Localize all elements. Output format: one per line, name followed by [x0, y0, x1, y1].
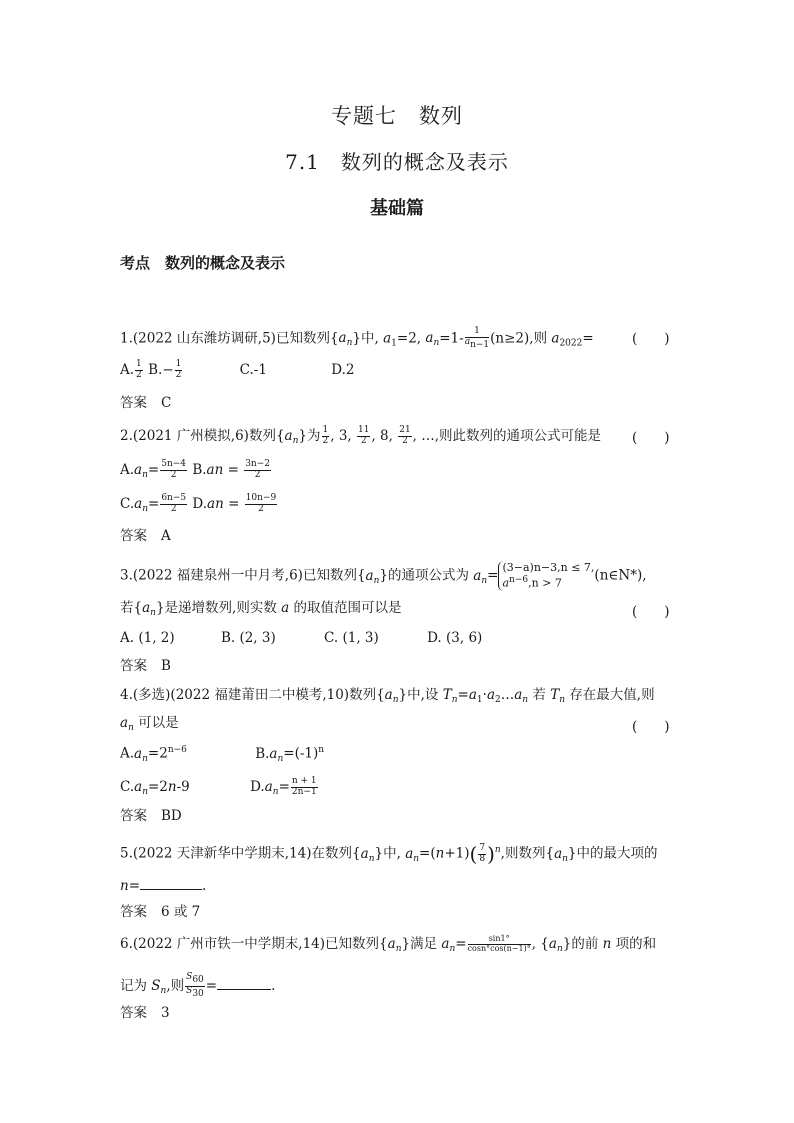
- answer-paren: ( ): [632, 331, 670, 347]
- question-5-stem: 5.(2022 天津新华中学期末,14)在数列$\{a_n\}$中, $a_n=(n+1)$( $\frac{7}{8}$ )$^n$,则数列$\{a_n\}$中的最大项的: [120, 842, 658, 866]
- question-4-options-row1: $A.a_n=2^{n-6}$ $B.a_n=(-1)^n$: [120, 745, 325, 764]
- question-3-answer: 答案 B: [120, 658, 171, 674]
- answer-paren: ( ): [632, 604, 670, 620]
- question-1-options: A. $\frac{1}{2}$ B.− $\frac{1}{2}$ C.-1 D.2: [120, 359, 355, 380]
- question-4-stem-line2: $a_n$ 可以是: [120, 715, 179, 733]
- question-5-blank-line: n= .: [120, 878, 207, 894]
- question-4-stem: 4.(多选)(2022 福建莆田二中模考,10)数列$\{a_n\}$中,设 $T_n=a_1\cdot a_2\dots a_n$ 若 $T_n$ 存在最大值,则: [120, 687, 655, 705]
- question-3-stem-line2: 若$\{a_n\}$是递增数列,则实数 a 的取值范围可以是: [120, 600, 402, 618]
- chapter-title: 专题七 数列: [331, 104, 463, 128]
- question-4-options-row2: $C.a_n=2n-9$ $D.a_n=$ $\frac{n + 1}{2n-1}$: [120, 776, 317, 797]
- question-2-options-row2: $C.a_n=$ $\frac{6n-5}{2}$ D.an = $\frac{10n-9}{2}$: [120, 493, 277, 514]
- question-2-options-row1: $A.a_n=$ $\frac{5n-4}{2}$ B.an = $\frac{3n-2}{2}$: [120, 459, 270, 480]
- question-1-stem: 1.(2022 山东潍坊调研,5)已知数列$\{a_n\}$中, $a_1=2$, $a_n=1-$ $\frac{1}{a_{n-1}}$ (n≥2),则 $a_{2022}=$: [120, 326, 594, 350]
- question-6-stem-line2: 记为 $S_n$,则 $\frac{S_{60}}{S_{30}}$ = .: [120, 972, 276, 999]
- answer-paren: ( ): [632, 719, 670, 735]
- fill-blank[interactable]: [217, 977, 271, 990]
- question-3-stem: 3.(2022 福建泉州一中月考,6)已知数列$\{a_n\}$的通项公式为 $a_n=$ (3−a)n−3,n ≤ 7, $a^{n-6},n > 7$ (n∈N*),: [120, 561, 647, 590]
- question-2-stem: 2.(2021 广州模拟,6)数列$\{a_n\}$为 $\frac{1}{2}$ , 3, $\frac{11}{2}$ , 8, $\frac{21}{2}$ , …,则此数列的通项公式可能是: [120, 425, 602, 446]
- question-5-answer: 答案 6 或 7: [120, 904, 201, 920]
- section-title: 7.1 数列的概念及表示: [285, 150, 509, 174]
- topic-heading: 考点 数列的概念及表示: [120, 254, 286, 272]
- fill-blank[interactable]: [140, 877, 202, 890]
- answer-paren: ( ): [632, 430, 670, 446]
- question-6-answer: 答案 3: [120, 1005, 170, 1021]
- level-title: 基础篇: [370, 198, 424, 219]
- question-2-answer: 答案 A: [120, 528, 171, 544]
- question-3-options: A. (1, 2) B. (2, 3) C. (1, 3) D. (3, 6): [120, 630, 483, 646]
- question-6-stem: 6.(2022 广州市铁一中学期末,14)已知数列$\{a_n\}$满足 $a_n=$ $\frac{\sin 1^\circ}{\cos n^\circ\cos(n-1)^\circ}$ , $\{a_n\}$的前 n 项的和: [120, 934, 657, 954]
- question-4-answer: 答案 BD: [120, 808, 182, 824]
- question-1-answer: 答案 C: [120, 395, 172, 411]
